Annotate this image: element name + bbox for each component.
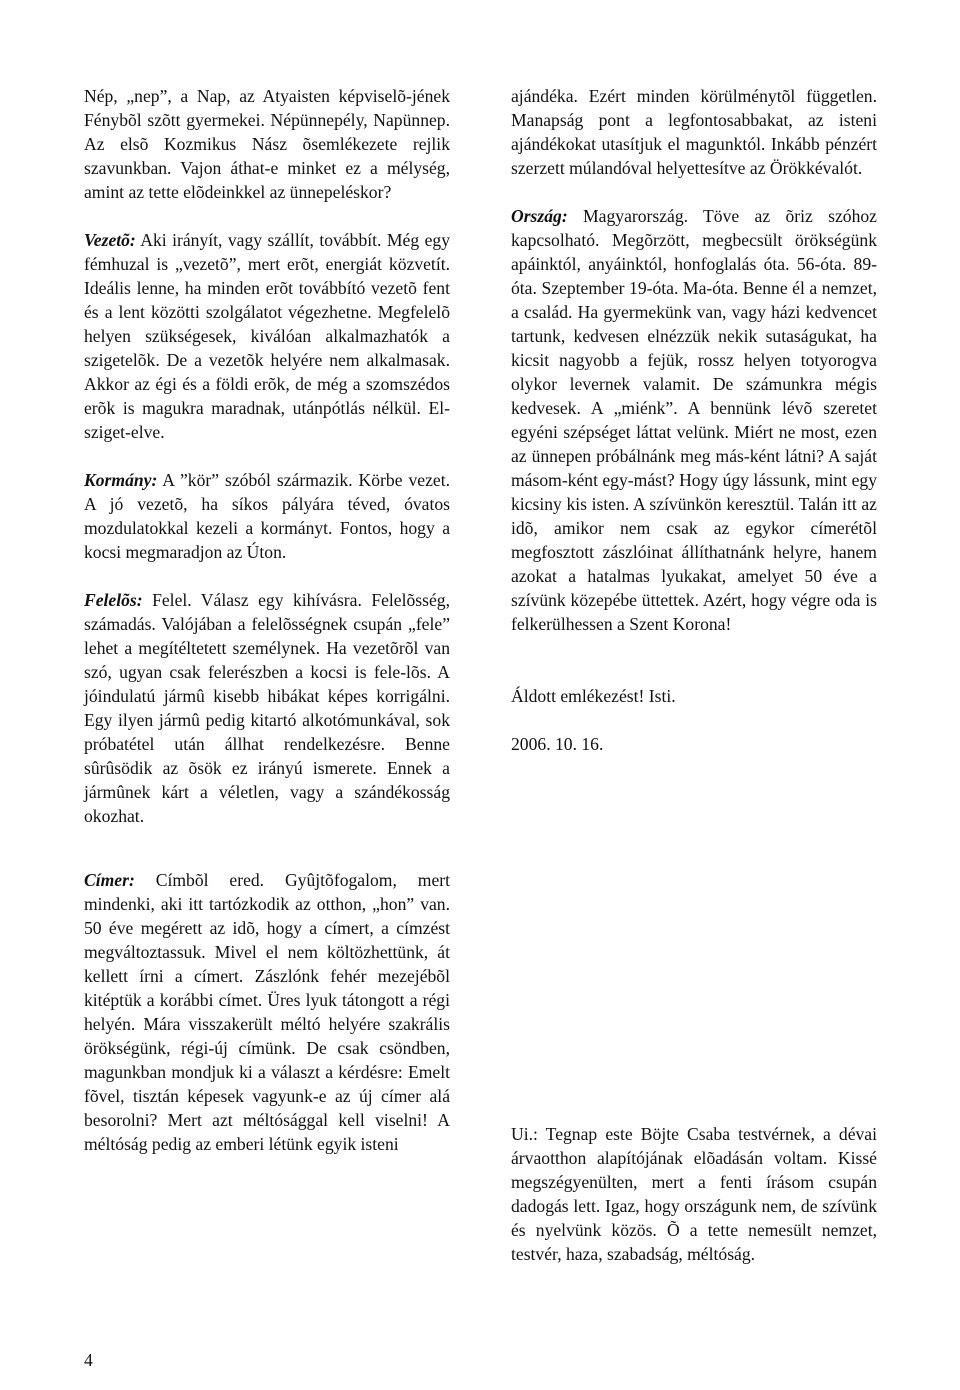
date-line [511,732,877,756]
paragraph-cimer [84,868,450,1156]
postscript-paragraph [511,1122,877,1266]
paragraph-nep [84,84,450,204]
term-felelos: Felelõs: [84,590,143,610]
postscript [511,1122,877,1290]
paragraph-felelos [84,588,450,828]
paragraph-text: A ”kör” szóból származik. Körbe vezet. A jó vezetõ, ha síkos pályára téved, óvatos mozdulatokkal kezeli a kormányt. Fontos, hogy a kocsi megmaradjon az Úton. [84,470,450,562]
term-vezeto: Vezetõ: [84,230,136,250]
term-orszag: Ország: [511,206,568,226]
paragraph-vezeto [84,228,450,444]
paragraph-orszag [511,204,877,636]
term-kormany: Kormány: [84,470,158,490]
left-column [84,84,450,1180]
date-text: 2006. 10. 16. [511,734,604,754]
term-cimer: Címer: [84,870,135,890]
paragraph-text: Címbõl ered. Gyûjtõfogalom, mert mindenki, aki itt tartózkodik az otthon, „hon” van. 50 éve megérett az idõ, hogy a címert, a címzést megváltoztassuk. Mivel el nem költözhettünk, át kellett írni a címert. Zászlónk fehér mezejébõl kitéptük a korábbi címet. Üres lyuk tátongott a régi helyén. Mára visszakerült méltó helyére szakrális örökségünk, régi-új címünk. De csak csöndben, magunkban mondjuk ki a választ a kérdésre: Emelt fõvel, tisztán képesek vagyunk-e az új címer alá besorolni? Mert azt méltósággal kell viselni! A méltóság pedig az emberi létünk egyik isteni [84,870,450,1154]
paragraph-text: Aki irányít, vagy szállít, továbbít. Még egy fémhuzal is „vezetõ”, mert erõt, energiát közvetít. Ideális lenne, ha minden erõt továbbító vezetõ fent és a lent közötti szolgálatot végezhetne. Megfelelõ helyen szükségesek, kiválóan alkalmazhatók a szigetelõk. De a vezetõk helyére nem alkalmasak. Akkor az égi és a földi erõk, de még a szomszédos erõk is magukra maradnak, utánpótlás nélkül. El-sziget-elve. [84,230,450,442]
right-column [511,84,877,780]
postscript-text: Ui.: Tegnap este Böjte Csaba testvérnek, a dévai árvaotthon alapítójának elõadásán voltam. Kissé megszégyenülten, mert a fenti írásom csupán dadogás lett. Igaz, hogy országunk nem, de szívünk és nyelvünk közös. Õ a tette nemesült nemzet, testvér, haza, szabadság, méltóság. [511,1124,877,1264]
page-number: 4 [84,1350,93,1370]
paragraph-text: Felel. Válasz egy kihívásra. Felelõsség, számadás. Valójában a felelõsségnek csupán „fele” lehet a megítéltetett személynek. Ha vezetõrõl van szó, ugyan csak felerészben a kocsi is fele-lõs. A jóindulatú jármû kisebb hibákat képes korrigálni. Egy ilyen jármû pedig kitartó alkotómunkával, sok próbatétel után állhat rendelkezésre. Benne sûrûsödik az õsök ez irányú ismerete. Ennek a jármûnek kárt a véletlen, vagy a szándékosság okozhat. [84,590,450,826]
greeting-line [511,684,877,708]
paragraph-text: Magyarország. Töve az õriz szóhoz kapcsolható. Megõrzött, megbecsült örökségünk apáinktól, anyáinktól, honfoglalás óta. 56-óta. 89-óta. Szeptember 19-óta. Ma-óta. Benne él a nemzet, a család. Ha gyermekünk van, vagy házi kedvencet tartunk, kedvesen elnézzük nekik sutaságukat, ha kicsit nagyobb a fejük, rossz helyen totyorogva olykor levernek valamit. De számunkra mégis kedvesek. A „miénk”. A bennünk lévõ szeretet egyéni szépséget láttat velünk. Miért ne most, ezen az ünnepen próbálnánk meg más-ként látni? A saját másom-ként egy-mást? Hogy úgy lássunk, mint egy kicsiny kis isten. A szívünkön keresztül. Talán itt az idõ, amikor nem csak az egykor címerétõl megfosztott zászlóinat állíthatnánk helyre, hanem azokat a hatalmas lyukakat, amelyet 50 éve a szívünk közepébe üttettek. Azért, hogy végre oda is felkerülhessen a Szent Korona! [511,206,877,634]
paragraph-ajandeka [511,84,877,180]
paragraph-kormany [84,468,450,564]
paragraph-text: ajándéka. Ezért minden körülménytõl független. Manapság pont a legfontosabbakat, az isteni ajándékokat utasítjuk el magunktól. Inkább pénzért szerzett múlandóval helyettesítve az Örökkévalót. [511,86,877,178]
greeting-text: Áldott emlékezést! Isti. [511,686,676,706]
paragraph-text: Nép, „nep”, a Nap, az Atyaisten képviselõ-jének Fénybõl szõtt gyermekei. Népünnepély, Napünnep. Az elsõ Kozmikus Nász õsemlékezete rejlik szavunkban. Vajon áthat-e minket ez a mélység, amint az tette elõdeinkkel az ünnepeléskor? [84,86,450,202]
